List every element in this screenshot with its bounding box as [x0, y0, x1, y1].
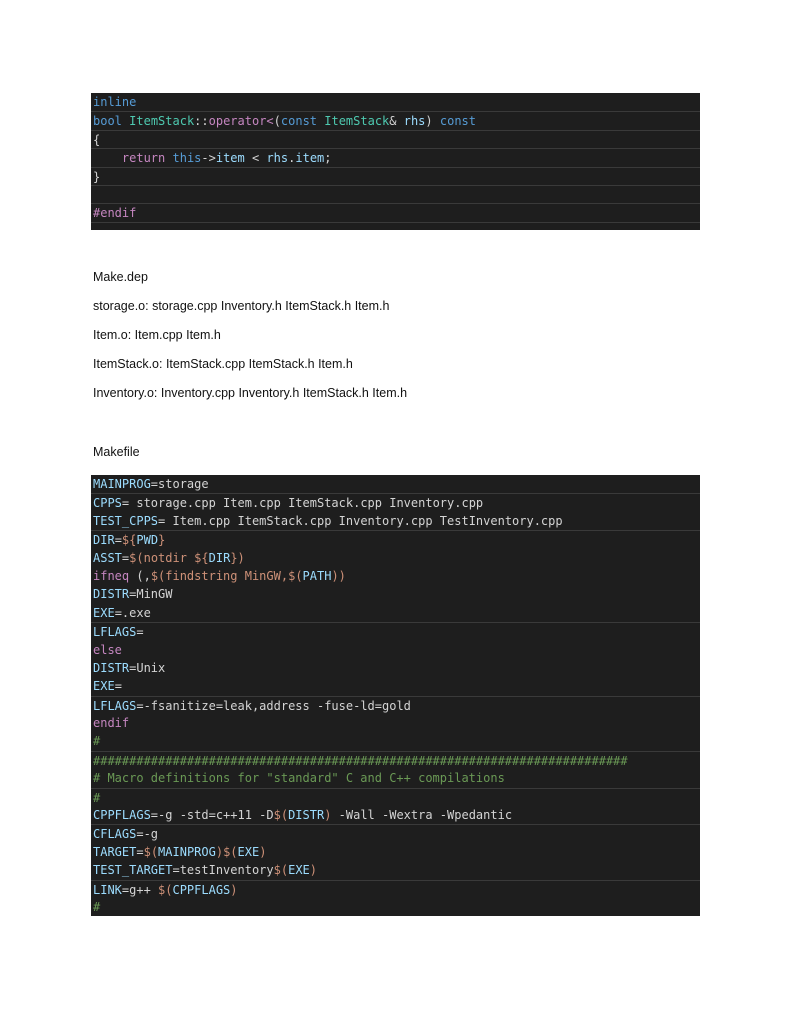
var-value: =storage	[150, 477, 209, 491]
code-line	[91, 659, 700, 677]
var-name: DISTR	[93, 660, 130, 675]
code-line	[91, 203, 700, 221]
var-value: =	[114, 679, 122, 694]
var-name: EXE	[93, 679, 115, 694]
code-line	[91, 824, 700, 842]
paren: (	[273, 114, 281, 129]
code-line	[91, 185, 700, 203]
make-dep-title: Make.dep	[93, 270, 148, 284]
comment-rule: ##########################################################################	[93, 753, 628, 768]
comment: #	[93, 899, 101, 914]
top-code-block	[91, 93, 700, 230]
code-line	[91, 622, 700, 640]
comment: #	[93, 734, 101, 749]
expansion: $(	[273, 863, 289, 878]
expansion: }	[158, 533, 166, 548]
make-dep-line: Inventory.o: Inventory.cpp Inventory.h ItemStack.h Item.h	[93, 386, 408, 400]
rhs-ref: rhs	[266, 151, 289, 166]
keyword-const: const	[280, 114, 318, 129]
keyword-this: this	[172, 151, 202, 166]
code-line	[91, 475, 700, 493]
equals: =	[121, 550, 130, 565]
code-line	[91, 167, 700, 185]
code-line	[91, 111, 700, 129]
code-line	[91, 567, 700, 585]
var-name: TEST_TARGET	[93, 863, 173, 878]
equals: =	[114, 533, 122, 548]
code-line	[91, 93, 700, 111]
make-dep-line: Item.o: Item.cpp Item.h	[93, 328, 221, 342]
code-line	[91, 898, 700, 916]
code-line	[91, 732, 700, 750]
expansion: )	[215, 844, 224, 859]
var-name: CFLAGS	[93, 827, 137, 842]
expansion: $(	[273, 808, 289, 823]
var-value: =MinGW	[129, 587, 173, 602]
code-line	[91, 751, 700, 769]
var-value: =-g -std=c++11 -D	[150, 808, 274, 823]
less-than: <	[244, 151, 267, 166]
keyword-return: return	[121, 151, 166, 166]
code-line	[91, 843, 700, 861]
var-value: =Unix	[129, 660, 166, 675]
expansion: )	[324, 808, 332, 823]
var-value: = Item.cpp ItemStack.cpp Inventory.cpp TestInventory.cpp	[158, 513, 563, 528]
var-ref: DISTR	[288, 808, 325, 823]
var-name: EXE	[93, 605, 115, 620]
keyword-else: else	[93, 642, 122, 657]
var-name: DIR	[93, 533, 115, 548]
member-item: item	[295, 151, 325, 166]
keyword-const: const	[439, 114, 476, 129]
class-name: ItemStack	[129, 114, 195, 129]
expansion: $(	[288, 568, 303, 583]
code-line	[91, 604, 700, 622]
param-type: ItemStack	[324, 114, 390, 129]
var-name: MAINPROG	[93, 477, 151, 491]
expansion: ${	[121, 533, 137, 548]
var-name: TARGET	[93, 844, 137, 859]
text: (,	[129, 568, 151, 583]
code-line	[91, 148, 700, 166]
param-name: rhs	[403, 114, 426, 129]
var-name: LINK	[93, 882, 122, 897]
scope-operator: ::	[194, 114, 209, 129]
paren: )	[425, 114, 440, 129]
comment: # Macro definitions for "standard" C and C++ compilations	[93, 771, 505, 786]
var-name: TEST_CPPS	[93, 513, 159, 528]
keyword-inline: inline	[93, 95, 137, 109]
code-line	[91, 677, 700, 695]
semicolon: ;	[324, 151, 332, 166]
var-ref: PATH	[302, 568, 332, 583]
var-name: ASST	[93, 550, 122, 565]
expansion: $(findstring	[150, 568, 245, 583]
var-value: = storage.cpp Item.cpp ItemStack.cpp Inventory.cpp	[121, 496, 484, 511]
code-line	[91, 861, 700, 879]
var-ref: EXE	[237, 844, 260, 859]
makefile-title: Makefile	[93, 445, 140, 459]
reference: &	[389, 114, 404, 129]
var-name: DISTR	[93, 587, 130, 602]
expansion: })	[230, 550, 245, 565]
var-value: -Wall -Wextra -Wpedantic	[331, 808, 513, 823]
expansion: )	[309, 863, 318, 878]
var-value: =g++	[121, 882, 159, 897]
code-line	[91, 769, 700, 787]
var-ref: PWD	[136, 533, 159, 548]
brace-close: }	[93, 169, 101, 184]
keyword-bool: bool	[93, 114, 122, 129]
comment: #	[93, 790, 101, 805]
dot: .	[288, 151, 296, 166]
code-line	[91, 512, 700, 530]
member-item: item	[215, 151, 245, 166]
code-line	[91, 788, 700, 806]
code-line	[91, 549, 700, 567]
var-ref: MAINPROG	[158, 844, 216, 859]
expansion: $(notdir ${	[129, 550, 209, 565]
var-name: LFLAGS	[93, 698, 137, 713]
var-ref: DIR	[208, 550, 231, 565]
var-value: =-fsanitize=leak,address -fuse-ld=gold	[136, 698, 411, 713]
code-line	[91, 130, 700, 148]
var-ref: CPPFLAGS	[172, 882, 231, 897]
code-line-blank	[91, 222, 700, 230]
expansion: $(	[158, 882, 173, 897]
var-value: =.exe	[114, 605, 151, 620]
code-line	[91, 641, 700, 659]
expansion: )	[230, 882, 238, 897]
code-line	[91, 714, 700, 732]
operator-name: operator<	[208, 114, 274, 129]
text: MinGW,	[244, 568, 289, 583]
expansion: ))	[331, 568, 346, 583]
code-line	[91, 696, 700, 714]
preprocessor-endif: #endif	[93, 206, 137, 221]
code-line	[91, 585, 700, 603]
brace-open: {	[93, 132, 101, 147]
arrow-operator: ->	[201, 151, 216, 166]
expansion: $(	[143, 844, 159, 859]
var-name: LFLAGS	[93, 625, 137, 640]
var-name: CPPS	[93, 496, 122, 511]
expansion: $(	[223, 844, 238, 859]
make-dep-line: storage.o: storage.cpp Inventory.h ItemStack.h Item.h	[93, 299, 390, 313]
var-value: =-g	[136, 827, 159, 842]
var-ref: EXE	[288, 863, 310, 878]
var-name: CPPFLAGS	[93, 808, 151, 823]
code-line	[91, 493, 700, 511]
var-value: =	[136, 625, 144, 640]
code-line	[91, 530, 700, 548]
code-line	[91, 880, 700, 898]
makefile-code-block	[91, 475, 700, 916]
expansion: )	[259, 844, 267, 859]
equals: =	[136, 844, 144, 859]
keyword-endif: endif	[93, 716, 130, 731]
keyword-ifneq: ifneq	[93, 568, 130, 583]
make-dep-line: ItemStack.o: ItemStack.cpp ItemStack.h Item.h	[93, 357, 353, 371]
code-line	[91, 806, 700, 824]
var-value: =testInventory	[172, 863, 274, 878]
indent	[93, 151, 122, 165]
